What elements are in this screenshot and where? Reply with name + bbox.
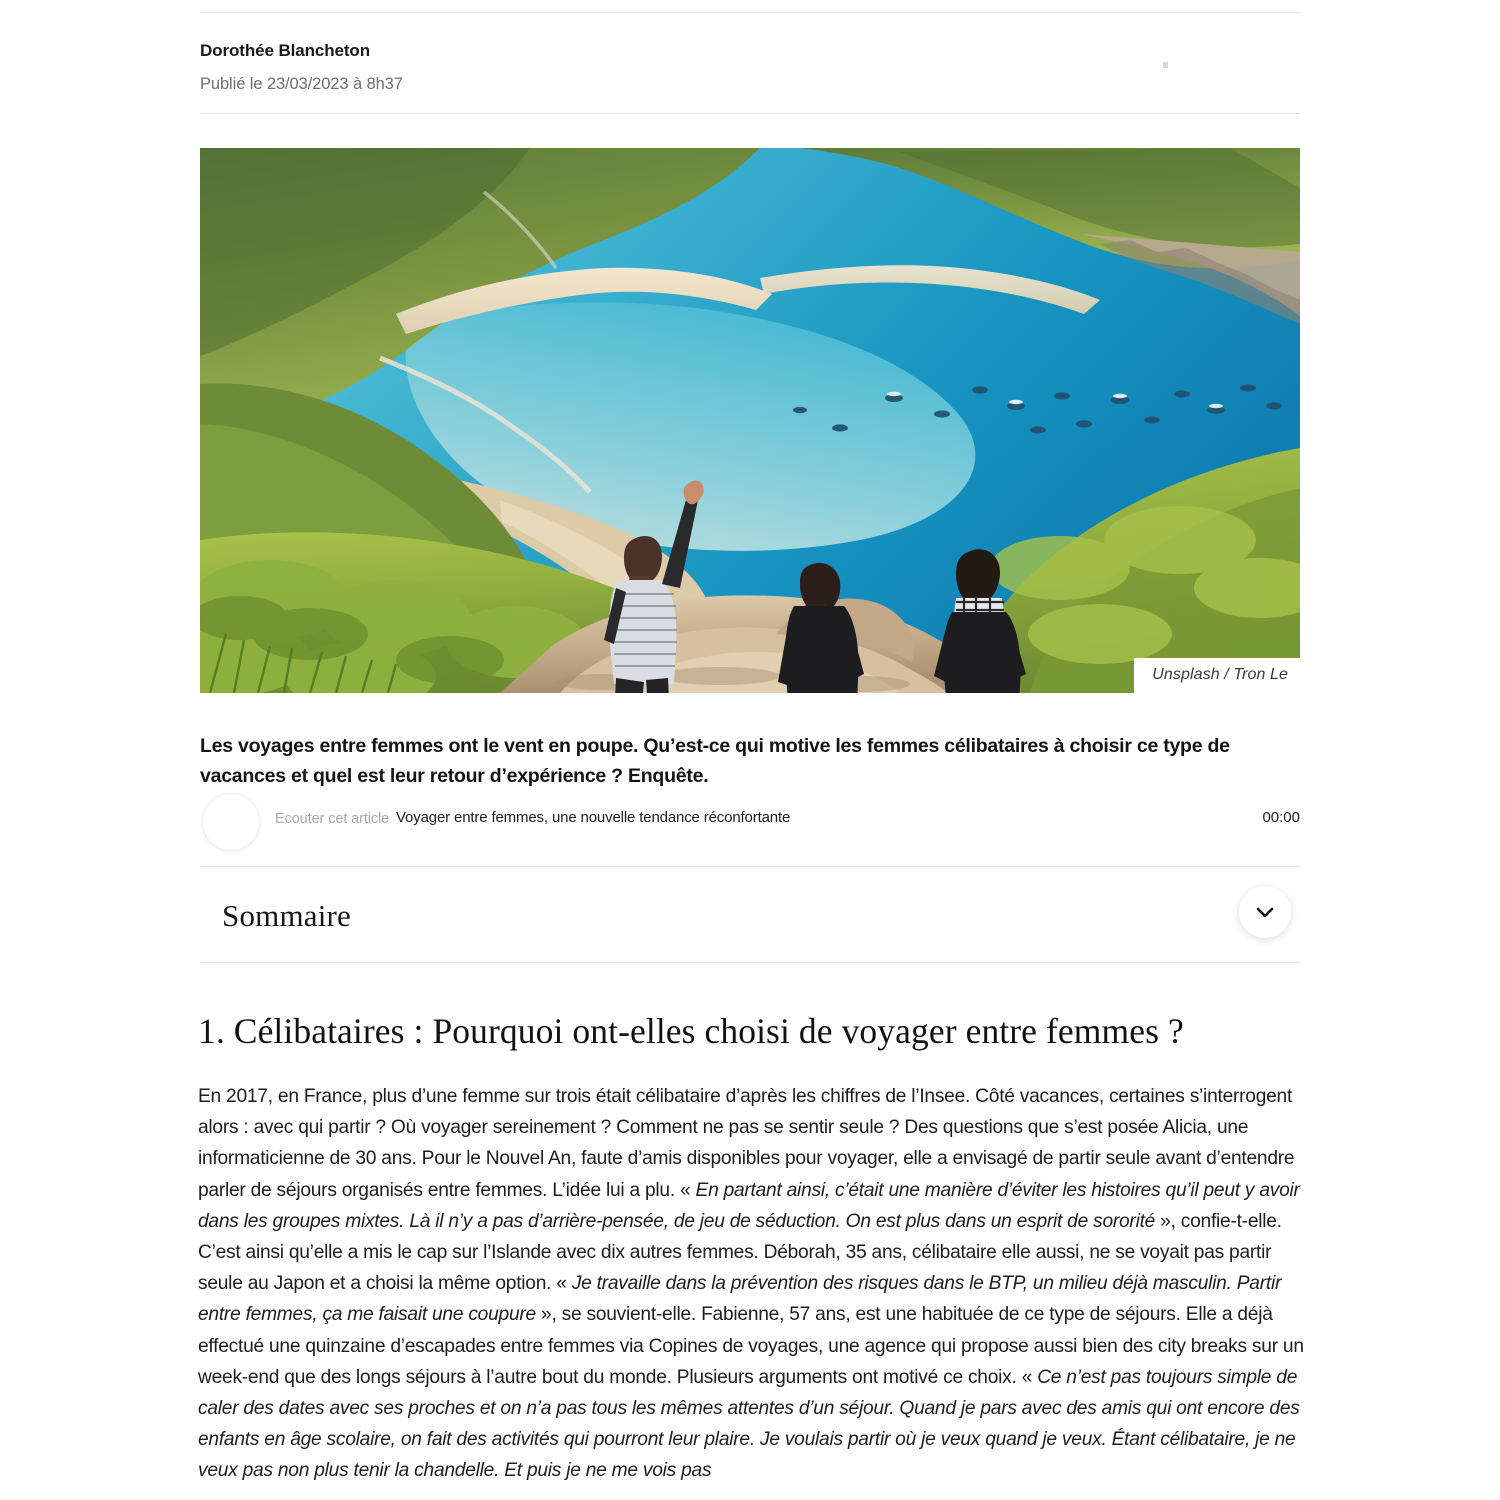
chevron-down-icon bbox=[1255, 904, 1275, 920]
article-lead: Les voyages entre femmes ont le vent en poupe. Qu’est-ce qui motive les femmes célibataires à choisir ce type de vacances et quel est leur retour d’expérience ? Enquête. bbox=[200, 735, 1230, 787]
byline bbox=[200, 40, 1300, 95]
section-heading: 1. Célibataires : Pourquoi ont-elles choisi de voyager entre femmes ? bbox=[198, 1011, 1184, 1051]
audio-track-title: Voyager entre femmes, une nouvelle tendance réconfortante bbox=[396, 809, 791, 826]
audio-timestamp: 00:00 bbox=[1262, 809, 1300, 826]
quote-3: Ce n’est pas toujours simple de caler des dates avec ses proches et on n’a pas tous les mêmes attentes d’un séjour. Quand je pars avec des amis qui ont encore des enfants en âge scolaire, on fait des activités qui pourront leur plaire. Je voulais partir où je veux quand je veux. Étant célibataire, je ne veux pas non plus tenir la chandelle. Et puis je ne me vois pas bbox=[198, 1366, 1300, 1482]
byline-divider bbox=[200, 113, 1300, 114]
summary-divider bbox=[200, 962, 1300, 963]
quote-1: En partant ainsi, c’était une manière d’éviter les histoires qu’il peut y avoir dans les groupes mixtes. Là il n’y a pas d’arrière-pensée, de jeu de séduction. On est plus dans un esprit de sororité bbox=[198, 1179, 1300, 1232]
paragraph-text-2: », confie-t-elle. C’est ainsi qu’elle a mis le cap sur l’Islande avec dix autres femmes. Déborah, 35 ans, célibataire elle aussi, ne se voyait pas partir seule au Japon et a choisi la même option. « bbox=[198, 1210, 1282, 1295]
play-button[interactable] bbox=[202, 793, 260, 851]
summary-toggle-button[interactable] bbox=[1239, 886, 1291, 938]
page-artifact bbox=[1163, 62, 1168, 68]
listen-label: Ecouter cet article bbox=[275, 811, 390, 827]
paragraph-text-3: », se souvient-elle. Fabienne, 57 ans, est une habituée de ce type de séjours. Elle a déjà effectué une quinzaine d’escapades entre femmes via Copines de voyages, une agence qui propose aussi bien des city breaks sur un week-end que des longs séjours à l’autre bout du monde. Plusieurs arguments ont motivé ce choix. « bbox=[198, 1304, 1304, 1388]
image-credit: Unsplash / Tron Le bbox=[1134, 658, 1300, 693]
paragraph-text-1: En 2017, en France, plus d’une femme sur trois était célibataire d’après les chiffres de l’Insee. Côté vacances, certaines s’interrogent alors : avec qui partir ? Où voyager sereinement ? Comment ne pas se sentir seule ? Des questions que s’est posée Alicia, une informaticienne de 30 ans. Pour le Nouvel An, faute d’amis disponibles pour voyager, elle a envisagé de partir seule avant d’entendre parler de séjours organisés entre femmes. L’idée lui a plu. « bbox=[198, 1086, 1295, 1201]
summary-section bbox=[200, 866, 1300, 962]
quote-2: Je travaille dans la prévention des risques dans le BTP, un milieu déjà masculin. Partir entre femmes, ça me faisait une coupure bbox=[198, 1273, 1282, 1326]
top-divider bbox=[200, 12, 1300, 13]
article-paragraph bbox=[198, 1081, 1306, 1487]
hero-image bbox=[200, 148, 1300, 693]
summary-title: Sommaire bbox=[222, 898, 352, 933]
article-body bbox=[198, 1008, 1306, 1487]
author-name: Dorothée Blancheton bbox=[200, 41, 371, 60]
publish-date: Publié le 23/03/2023 à 8h37 bbox=[200, 75, 403, 93]
audio-player[interactable] bbox=[200, 795, 1300, 853]
hero-illustration bbox=[200, 148, 1300, 693]
